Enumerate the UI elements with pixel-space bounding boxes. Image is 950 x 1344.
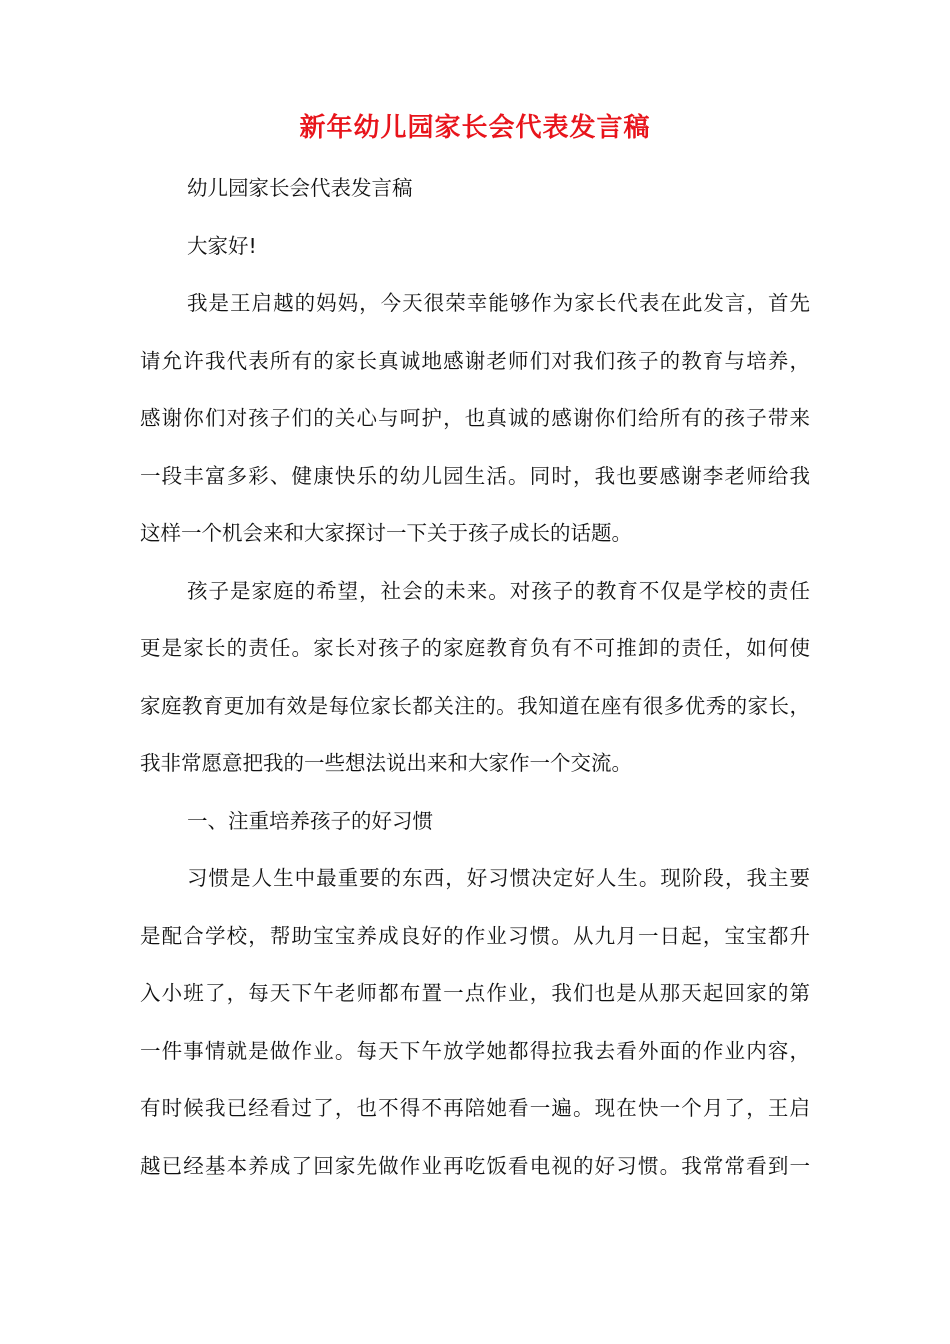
paragraph-line: 一段丰富多彩、健康快乐的幼儿园生活。同时，我也要感谢李老师给我 xyxy=(140,463,810,488)
greeting-line: 大家好! xyxy=(187,233,257,258)
paragraph-line: 这样一个机会来和大家探讨一下关于孩子成长的话题。 xyxy=(140,521,632,545)
paragraph-line: 越已经基本养成了回家先做作业再吃饭看电视的好习惯。我常常看到一 xyxy=(140,1153,810,1178)
paragraph-line: 入小班了，每天下午老师都布置一点作业，我们也是从那天起回家的第 xyxy=(140,981,810,1005)
paragraph-line: 更是家长的责任。家长对孩子的家庭教育负有不可推卸的责任，如何使 xyxy=(140,636,810,660)
paragraph-line: 请允许我代表所有的家长真诚地感谢老师们对我们孩子的教育与培养， xyxy=(140,348,810,373)
paragraph-line: 一件事情就是做作业。每天下午放学她都得拉我去看外面的作业内容， xyxy=(140,1038,810,1063)
paragraph-line: 孩子是家庭的希望，社会的未来。对孩子的教育不仅是学校的责任 xyxy=(187,578,810,603)
subtitle-line: 幼儿园家长会代表发言稿 xyxy=(187,176,413,200)
paragraph-line: 感谢你们对孩子们的关心与呵护，也真诚的感谢你们给所有的孩子带来 xyxy=(140,406,810,430)
paragraph-line: 有时候我已经看过了，也不得不再陪她看一遍。现在快一个月了，王启 xyxy=(140,1096,810,1120)
paragraph-line: 家庭教育更加有效是每位家长都关注的。我知道在座有很多优秀的家长， xyxy=(140,693,810,718)
paragraph-line: 我非常愿意把我的一些想法说出来和大家作一个交流。 xyxy=(140,751,632,775)
document-body xyxy=(140,160,810,1195)
paragraph-line: 我是王启越的妈妈，今天很荣幸能够作为家长代表在此发言，首先 xyxy=(187,291,810,315)
paragraph-line: 习惯是人生中最重要的东西，好习惯决定好人生。现阶段，我主要 xyxy=(187,866,810,890)
paragraph-line: 是配合学校，帮助宝宝养成良好的作业习惯。从九月一日起，宝宝都升 xyxy=(140,923,810,948)
document-title: 新年幼儿园家长会代表发言稿 xyxy=(299,113,651,143)
section-heading: 一、注重培养孩子的好习惯 xyxy=(187,808,433,833)
